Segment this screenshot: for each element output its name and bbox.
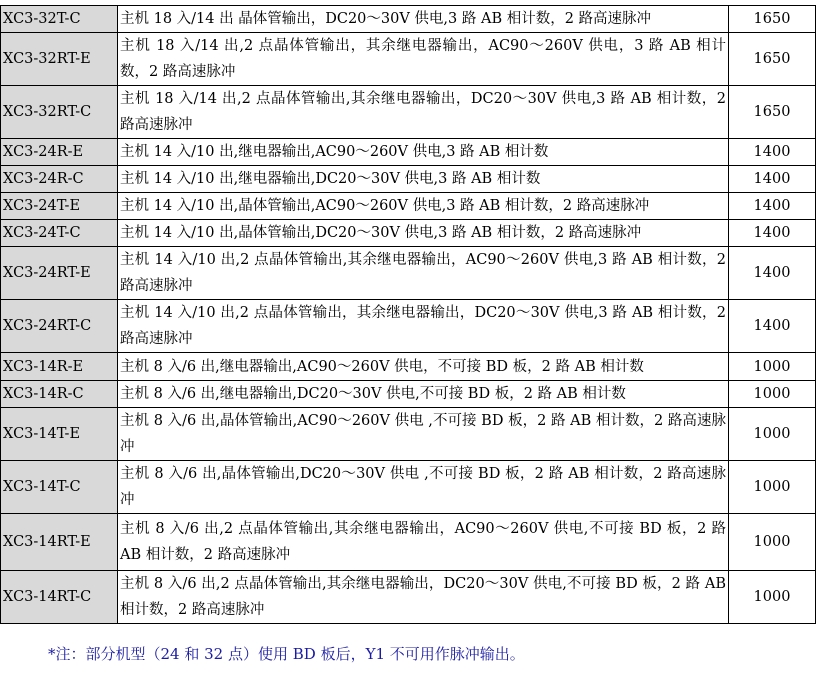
price-cell: 1400 bbox=[729, 139, 816, 166]
price-cell: 1000 bbox=[729, 353, 816, 381]
model-cell: XC3-32T-C bbox=[1, 6, 118, 33]
description-cell: 主机 14 入/10 出,继电器输出,DC20～30V 供电,3 路 AB 相计数 bbox=[118, 166, 729, 193]
table-row bbox=[1, 300, 816, 353]
description-cell: 主机 8 入/6 出,继电器输出,AC90～260V 供电，不可接 BD 板，2 路 AB 相计数 bbox=[118, 353, 729, 381]
description-cell: 主机 14 入/10 出,晶体管输出,DC20～30V 供电,3 路 AB 相计数，2 路高速脉冲 bbox=[118, 220, 729, 247]
description-cell: 主机 8 入/6 出,2 点晶体管输出,其余继电器输出，DC20～30V 供电,不可接 BD 板，2 路 AB 相计数，2 路高速脉冲 bbox=[118, 571, 729, 624]
model-cell: XC3-14RT-E bbox=[1, 514, 118, 571]
price-cell: 1650 bbox=[729, 6, 816, 33]
table-row bbox=[1, 571, 816, 624]
table-row bbox=[1, 408, 816, 461]
description-cell: 主机 8 入/6 出,2 点晶体管输出,其余继电器输出，AC90～260V 供电,不可接 BD 板，2 路 AB 相计数，2 路高速脉冲 bbox=[118, 514, 729, 571]
price-cell: 1400 bbox=[729, 166, 816, 193]
price-cell: 1400 bbox=[729, 247, 816, 300]
price-cell: 1000 bbox=[729, 571, 816, 624]
model-cell: XC3-24RT-E bbox=[1, 247, 118, 300]
model-cell: XC3-24T-E bbox=[1, 193, 118, 220]
table-row bbox=[1, 353, 816, 381]
model-cell: XC3-32RT-E bbox=[1, 33, 118, 86]
description-cell: 主机 18 入/14 出 晶体管输出，DC20～30V 供电,3 路 AB 相计数，2 路高速脉冲 bbox=[118, 6, 729, 33]
model-cell: XC3-14T-E bbox=[1, 408, 118, 461]
price-table bbox=[0, 5, 816, 624]
model-cell: XC3-14RT-C bbox=[1, 571, 118, 624]
model-cell: XC3-24R-C bbox=[1, 166, 118, 193]
table-row bbox=[1, 86, 816, 139]
model-cell: XC3-24R-E bbox=[1, 139, 118, 166]
table-row bbox=[1, 139, 816, 166]
price-cell: 1400 bbox=[729, 193, 816, 220]
description-cell: 主机 18 入/14 出,2 点晶体管输出,其余继电器输出，DC20～30V 供电,3 路 AB 相计数，2 路高速脉冲 bbox=[118, 86, 729, 139]
model-cell: XC3-14R-C bbox=[1, 381, 118, 408]
price-cell: 1000 bbox=[729, 514, 816, 571]
description-cell: 主机 8 入/6 出,晶体管输出,AC90～260V 供电 ,不可接 BD 板，2 路 AB 相计数，2 路高速脉冲 bbox=[118, 408, 729, 461]
description-cell: 主机 8 入/6 出,继电器输出,DC20～30V 供电,不可接 BD 板，2 路 AB 相计数 bbox=[118, 381, 729, 408]
table-row bbox=[1, 33, 816, 86]
table-row bbox=[1, 166, 816, 193]
price-cell: 1000 bbox=[729, 408, 816, 461]
model-cell: XC3-14R-E bbox=[1, 353, 118, 381]
table-row bbox=[1, 514, 816, 571]
description-cell: 主机 8 入/6 出,晶体管输出,DC20～30V 供电 ,不可接 BD 板，2 路 AB 相计数，2 路高速脉冲 bbox=[118, 461, 729, 514]
description-cell: 主机 14 入/10 出,2 点晶体管输出，其余继电器输出，DC20～30V 供电,3 路 AB 相计数，2 路高速脉冲 bbox=[118, 300, 729, 353]
table-row bbox=[1, 381, 816, 408]
model-cell: XC3-14T-C bbox=[1, 461, 118, 514]
description-cell: 主机 18 入/14 出,2 点晶体管输出，其余继电器输出，AC90～260V 供电，3 路 AB 相计数，2 路高速脉冲 bbox=[118, 33, 729, 86]
price-cell: 1650 bbox=[729, 33, 816, 86]
footnote: *注：部分机型（24 和 32 点）使用 BD 板后，Y1 不可用作脉冲输出。 bbox=[48, 645, 525, 663]
description-cell: 主机 14 入/10 出,2 点晶体管输出,其余继电器输出，AC90～260V 供电,3 路 AB 相计数，2 路高速脉冲 bbox=[118, 247, 729, 300]
model-cell: XC3-32RT-C bbox=[1, 86, 118, 139]
description-cell: 主机 14 入/10 出,晶体管输出,AC90～260V 供电,3 路 AB 相计数，2 路高速脉冲 bbox=[118, 193, 729, 220]
model-cell: XC3-24RT-C bbox=[1, 300, 118, 353]
table-row bbox=[1, 461, 816, 514]
table-row bbox=[1, 220, 816, 247]
description-cell: 主机 14 入/10 出,继电器输出,AC90～260V 供电,3 路 AB 相计数 bbox=[118, 139, 729, 166]
table-row bbox=[1, 193, 816, 220]
model-cell: XC3-24T-C bbox=[1, 220, 118, 247]
table-row bbox=[1, 247, 816, 300]
price-cell: 1650 bbox=[729, 86, 816, 139]
price-cell: 1400 bbox=[729, 300, 816, 353]
table-row bbox=[1, 6, 816, 33]
price-cell: 1400 bbox=[729, 220, 816, 247]
price-cell: 1000 bbox=[729, 381, 816, 408]
price-cell: 1000 bbox=[729, 461, 816, 514]
